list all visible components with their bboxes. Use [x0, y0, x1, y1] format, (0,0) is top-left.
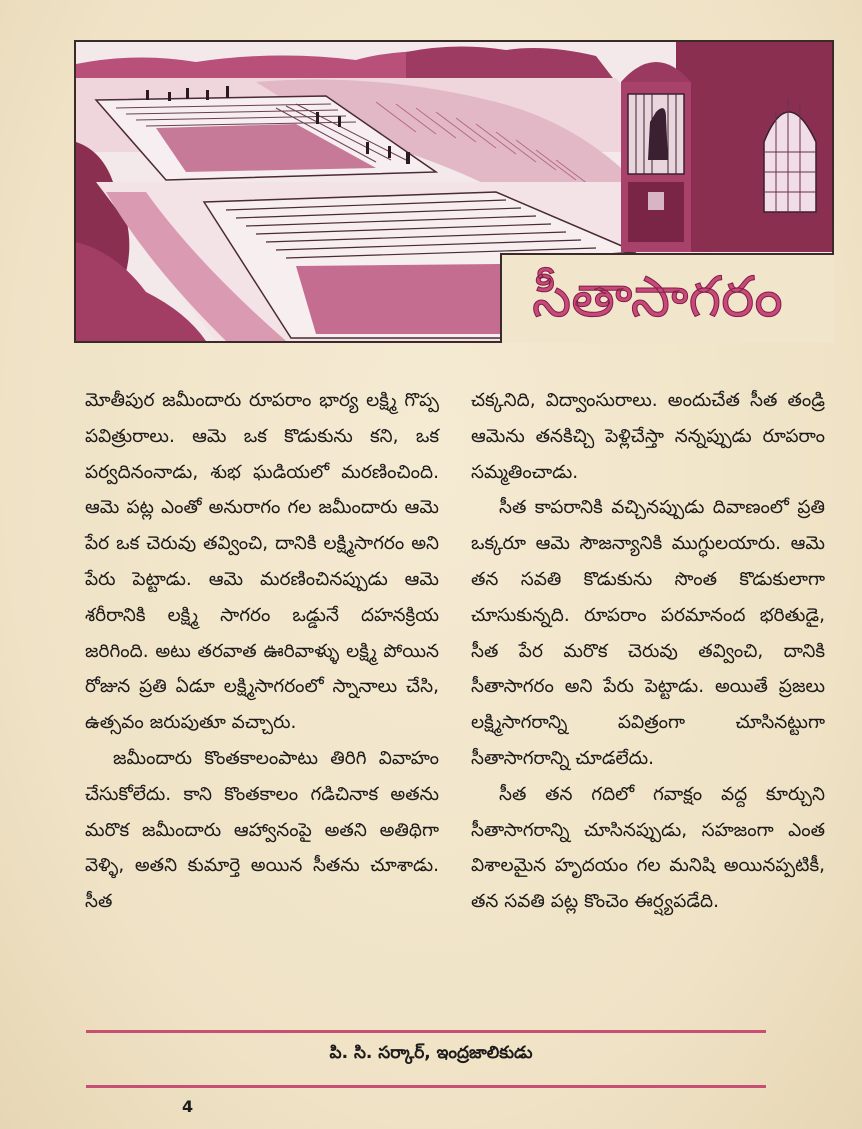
paragraph: చక్కనిది, విద్వాంసురాలు. అందుచేత సీత తండ్రి ఆమెను తనకిచ్చి పెళ్లిచేస్తా నన్నప్పుడు రూపరాం సమ్మతించాడు. [471, 390, 825, 483]
paragraph: మోతీపుర జమీందారు రూపరాం భార్య లక్ష్మి గొప్ప పవిత్రురాలు. ఆమె ఒక కొడుకును కని, ఒక పర్వదినంనాడు, శుభ ఘడియలో మరణించింది. ఆమె పట్ల ఎంతో అనురాగం గల జమీందారు ఆమె పేర ఒక చెరువు తవ్వించి, దానికి లక్ష్మిసాగరం అని పేరు పెట్టాడు. ఆమె మరణించినప్పుడు ఆమె శరీరానికి లక్ష్మి సాగరం ఒడ్డునే దహనక్రియ జరిగింది. అటు తరవాత ఊరివాళ్ళు లక్ష్మి పోయిన రోజున ప్రతి ఏడూ లక్ష్మిసాగరంలో స్నానాలు చేసి, ఉత్సవం జరుపుతూ వచ్చారు. [85, 390, 439, 734]
paragraph: జమీందారు కొంతకాలంపాటు తిరిగి వివాహం చేసుకోలేదు. కాని కొంతకాలం గడిచినాక అతను మరొక జమీందారు ఆహ్వానంపై అతని అతిథిగా వెళ్ళి, అతని కుమార్తె అయిన సీతను చూశాడు. సీత [85, 747, 439, 913]
story-title: సీతాసాగరం [532, 265, 783, 330]
paragraph: సీత తన గదిలో గవాక్షం వద్ద కూర్చుని సీతాసాగరాన్ని చూసినప్పుడు, సహజంగా ఎంత విశాలమైన హృదయం గల మనిషి అయినప్పటికీ, తన సవతి పట్ల కొంచెం ఈర్ష్యపడేది. [471, 783, 825, 913]
paragraph: సీత కాపరానికి వచ్చినప్పుడు దివాణంలో ప్రతి ఒక్కరూ ఆమె సౌజన్యానికి ముగ్ధులయారు. ఆమె తన సవతి కొడుకును సొంత కొడుకులాగా చూసుకున్నది. రూపరాం పరమానంద భరితుడై, సీత పేర మరొక చెరువు తవ్వించి, దానికి సీతాసాగరం అని పేరు పెట్టాడు. అయితే ప్రజలు లక్ష్మిసాగరాన్ని పవిత్రంగా చూసినట్టుగా సీతాసాగరాన్ని చూడలేదు. [471, 497, 825, 769]
text-column-left [85, 383, 439, 920]
page-number: 4 [182, 1097, 194, 1116]
divider-top [86, 1030, 766, 1033]
author-byline: పి. సి. సర్కార్, ఇంద్రజాలికుడు [329, 1043, 533, 1063]
title-panel [500, 253, 834, 343]
divider-bottom [86, 1085, 766, 1088]
text-column-right [471, 383, 825, 920]
